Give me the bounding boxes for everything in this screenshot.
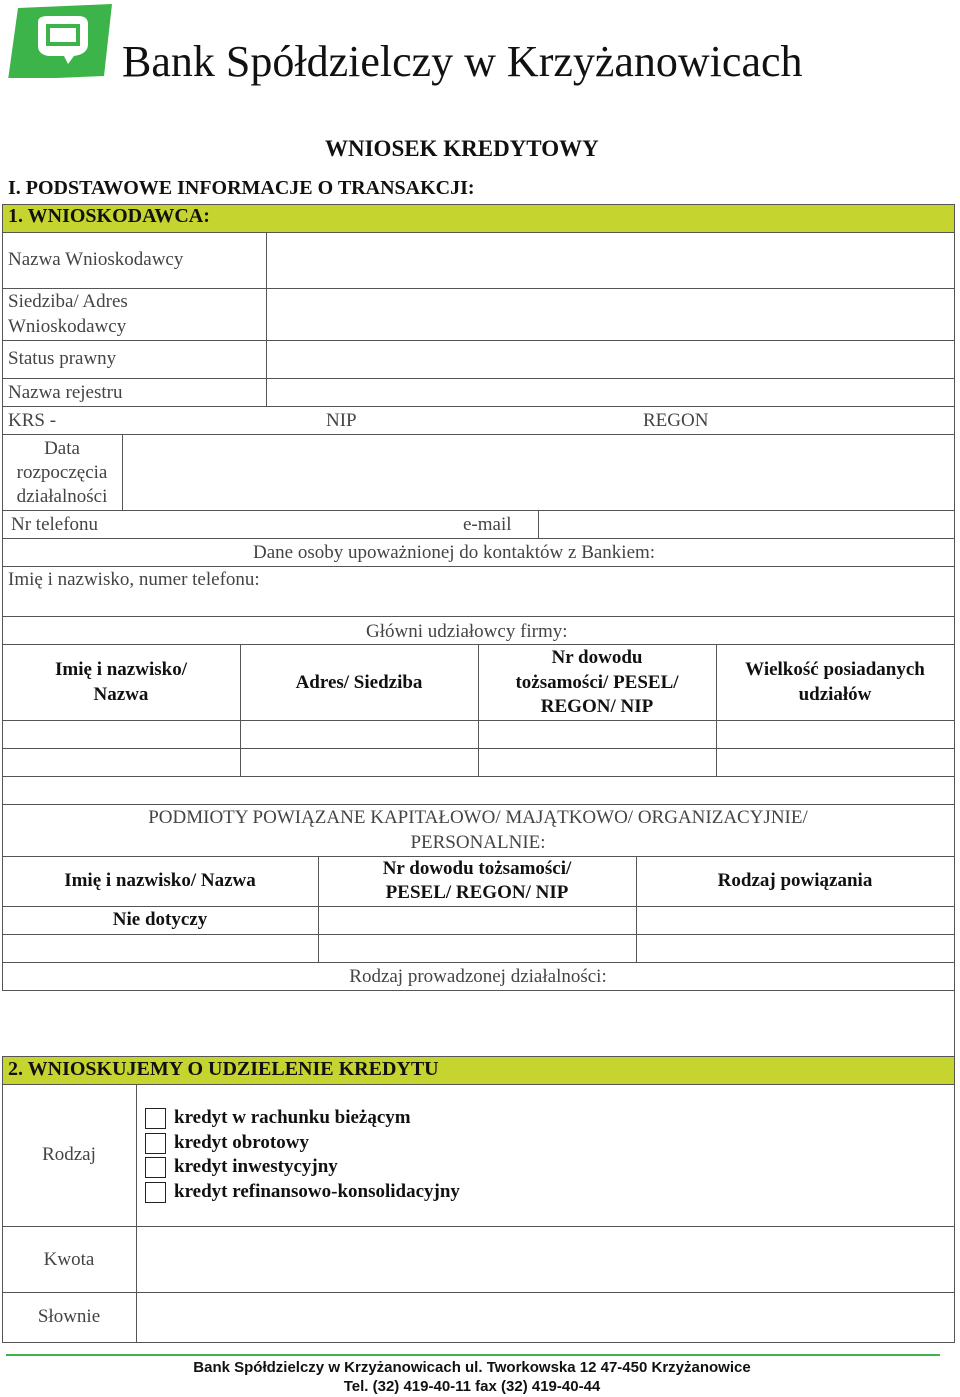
footer-rule: [6, 1354, 940, 1356]
col-id-2: tożsamości/ PESEL/: [515, 672, 679, 693]
amount-label: Kwota: [43, 1249, 95, 1270]
words-label: Słownie: [37, 1306, 101, 1327]
checkbox[interactable]: [145, 1182, 166, 1203]
col-name-1: Imię i nazwisko/: [55, 659, 187, 680]
related-header-2: PERSONALNIE:: [410, 832, 546, 853]
bank-name: Bank Spółdzielczy w Krzyżanowicach: [122, 37, 803, 86]
activity-field[interactable]: [4, 992, 952, 1054]
email-label: e-mail: [463, 514, 512, 535]
related-col-name: Imię i nazwisko/ Nazwa: [64, 870, 256, 891]
name-field[interactable]: [268, 234, 952, 287]
col-shares-2: udziałów: [798, 684, 872, 705]
related-col-id-1: Nr dowodu tożsamości/: [382, 858, 572, 879]
krs-label: KRS -: [8, 410, 57, 431]
option-label: kredyt inwestycyjny: [174, 1156, 338, 1177]
legal-status-field[interactable]: [268, 342, 952, 377]
col-id-1: Nr dowodu: [551, 647, 643, 668]
section-1-title: I. PODSTAWOWE INFORMACJE O TRANSAKCJI:: [8, 177, 475, 199]
activity-label: Rodzaj prowadzonej działalności:: [349, 966, 607, 987]
form-title: WNIOSEK KREDYTOWY: [325, 136, 599, 161]
contact-person-header: Dane osoby upoważnionej do kontaktów z Bankiem:: [253, 542, 656, 563]
email-field[interactable]: [540, 512, 952, 537]
registry-label: Nazwa rejestru: [8, 382, 123, 403]
col-address: Adres/ Siedziba: [295, 672, 423, 693]
nip-label: NIP: [326, 410, 357, 431]
regon-label: REGON: [643, 410, 709, 431]
footer-line-2: Tel. (32) 419-40-11 fax (32) 419-40-44: [343, 1378, 601, 1395]
shareholders-header: Główni udziałowcy firmy:: [366, 621, 568, 642]
related-col-id-2: PESEL/ REGON/ NIP: [385, 882, 569, 903]
col-shares-1: Wielkość posiadanych: [745, 659, 925, 680]
words-field[interactable]: [138, 1294, 952, 1341]
start-date-label-3: działalności: [16, 486, 108, 507]
contact-person-label: Imię i nazwisko, numer telefonu:: [8, 569, 260, 590]
checkbox[interactable]: [145, 1133, 166, 1154]
applicant-header: 1. WNIOSKODAWCA:: [8, 205, 210, 227]
related-row-1-name: Nie dotyczy: [112, 909, 208, 930]
start-date-field[interactable]: [124, 436, 952, 509]
type-label: Rodzaj: [42, 1144, 96, 1165]
credit-header: 2. WNIOSKUJEMY O UDZIELENIE KREDYTU: [8, 1058, 439, 1080]
col-name-2: Nazwa: [93, 684, 149, 705]
address-label-1: Siedziba/ Adres: [8, 291, 128, 312]
footer-line-1: Bank Spółdzielczy w Krzyżanowicach ul. Tworkowska 12 47-450 Krzyżanowice: [193, 1359, 751, 1376]
address-label-2: Wnioskodawcy: [8, 316, 127, 337]
phone-label: Nr telefonu: [11, 514, 99, 535]
col-id-3: REGON/ NIP: [540, 696, 654, 717]
checkbox[interactable]: [145, 1157, 166, 1178]
checkbox[interactable]: [145, 1108, 166, 1129]
amount-field[interactable]: [138, 1228, 952, 1291]
option-label: kredyt refinansowo-konsolidacyjny: [174, 1181, 460, 1202]
related-header-1: PODMIOTY POWIĄZANE KAPITAŁOWO/ MAJĄTKOWO/ ORGANIZACYJNIE/: [148, 807, 808, 828]
bank-logo: [8, 4, 114, 78]
legal-status-label: Status prawny: [8, 348, 117, 369]
address-field[interactable]: [268, 290, 952, 339]
start-date-label-2: rozpoczęcia: [16, 462, 108, 483]
option-label: kredyt w rachunku bieżącym: [174, 1107, 411, 1128]
related-col-relation: Rodzaj powiązania: [717, 870, 873, 891]
name-label: Nazwa Wnioskodawcy: [8, 249, 184, 270]
registry-field[interactable]: [268, 380, 952, 405]
option-label: kredyt obrotowy: [174, 1132, 309, 1153]
start-date-label-1: Data: [44, 438, 80, 459]
